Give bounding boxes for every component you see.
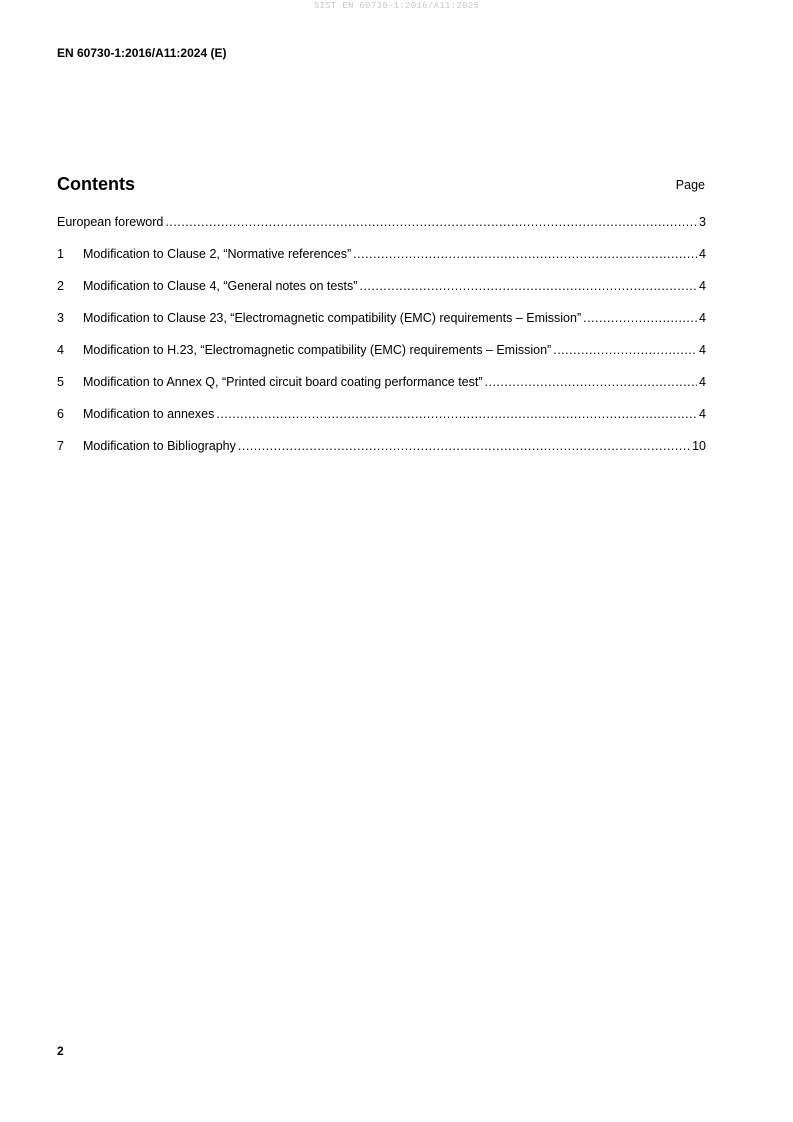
toc-entry-text: European foreword: [57, 215, 164, 229]
table-of-contents: [57, 215, 706, 471]
toc-entry-page: 4: [699, 247, 706, 261]
toc-entry-3[interactable]: [57, 311, 706, 343]
toc-leader-dots: [165, 215, 697, 229]
toc-entry-number: 6: [57, 407, 64, 421]
toc-leader-dots: [485, 375, 698, 389]
toc-entry-number: 1: [57, 247, 64, 261]
contents-title: Contents: [57, 174, 135, 194]
page-number: 2: [57, 1044, 64, 1058]
page-column-label: Page: [675, 178, 705, 192]
toc-entry-4[interactable]: [57, 343, 706, 375]
toc-entry-6[interactable]: [57, 407, 706, 439]
toc-entry-page: 4: [699, 311, 706, 325]
toc-entry-page: 3: [699, 215, 706, 229]
toc-leader-dots: [216, 407, 697, 421]
toc-entry-number: 2: [57, 279, 64, 293]
toc-entry-text: Modification to Clause 2, “Normative references”: [83, 247, 352, 261]
toc-entry-2[interactable]: [57, 279, 706, 311]
toc-entry-number: 3: [57, 311, 64, 325]
toc-leader-dots: [553, 343, 697, 357]
toc-entry-text: Modification to Bibliography: [83, 439, 236, 453]
toc-entry-page: 4: [699, 407, 706, 421]
toc-leader-dots: [238, 439, 690, 453]
toc-entry-number: 5: [57, 375, 64, 389]
toc-entry-page: 4: [699, 375, 706, 389]
toc-entry-text: Modification to annexes: [83, 407, 215, 421]
toc-entry-number: 4: [57, 343, 64, 357]
watermark: SIST EN 60730-1:2016/A11:2025: [313, 1, 480, 11]
toc-entry-text: Modification to Clause 4, “General notes on tests”: [83, 279, 358, 293]
toc-leader-dots: [353, 247, 697, 261]
toc-entry-text: Modification to H.23, “Electromagnetic compatibility (EMC) requirements – Emission”: [83, 343, 552, 357]
toc-entry-number: 7: [57, 439, 64, 453]
toc-leader-dots: [359, 279, 697, 293]
toc-entry-text: Modification to Annex Q, “Printed circuit board coating performance test”: [83, 375, 483, 389]
toc-entry-7[interactable]: [57, 439, 706, 471]
toc-entry-foreword[interactable]: [57, 215, 706, 247]
toc-entry-5[interactable]: [57, 375, 706, 407]
toc-entry-page: 4: [699, 343, 706, 357]
document-id-header: EN 60730-1:2016/A11:2024 (E): [57, 46, 227, 60]
toc-entry-page: 4: [699, 279, 706, 293]
toc-entry-text: Modification to Clause 23, “Electromagnetic compatibility (EMC) requirements – Emission”: [83, 311, 582, 325]
toc-entry-1[interactable]: [57, 247, 706, 279]
toc-leader-dots: [583, 311, 697, 325]
toc-entry-page: 10: [692, 439, 706, 453]
